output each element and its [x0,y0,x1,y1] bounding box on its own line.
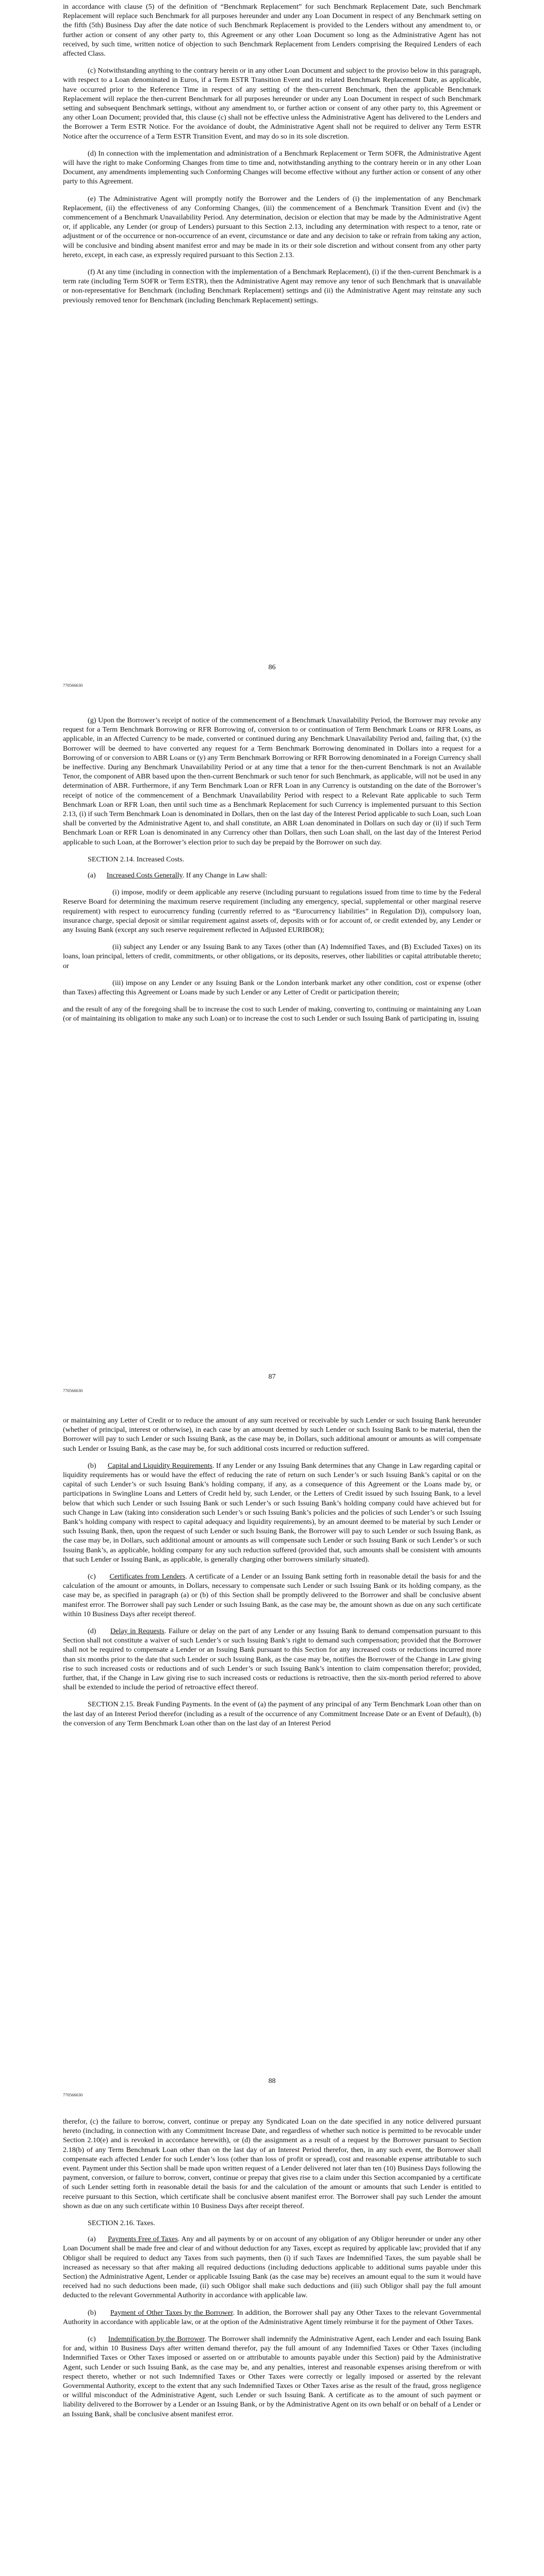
paragraph-b [63,1461,481,1564]
section-title: SECTION 2.15. Break Funding Payments. [88,1700,212,1709]
paragraph-continued: therefor, (c) the failure to borrow, convert, continue or prepay any Syndicated Loan on the date specified in any notice delivered pursuant hereto (including, in connection with any Commitment Increase Date, and regardless of whether such notice is permitted to be revocable under Section 2.10(e) and is revoked in accordance herewith), or (d) the assignment as a result of a request by the Borrower pursuant to Section 2.18(b) of any Term Benchmark Loan other than on the last day of an Interest Period therefor, then, in any such event, the Borrower shall compensate each affected Lender for such Lender’s loss (other than loss of profit or spread), cost and reasonable expense attributable to such event. Payment under this Section shall be made upon written request of a Lender delivered not later than ten (10) Business Days following the payment, conversion, or failure to borrow, convert, continue or prepay that gives rise to a claim under this Section accompanied by a certificate of such Lender setting forth in reasonable detail the basis for and the calculation of the amount or amounts that such Lender is entitled to receive pursuant to this Section, which certificate shall be conclusive absent manifest error. The Borrower shall pay such Lender the amount shown as due on any such certificate within 10 Business Days after receipt thereof. [63,2117,481,2210]
sub-item-iii: (iii) impose on any Lender or any Issuing Bank or the London interbank market any other condition, cost or expense (other than Taxes) affecting this Agreement or Loans made by such Lender or any Letter of Credit or participation therein; [63,978,481,997]
para-heading: Indemnification by the Borrower [108,2335,205,2344]
paragraph-c [63,1572,481,1619]
para-label: (c) [88,1572,96,1581]
paragraph-c [63,2334,481,2419]
document-id: 770566630 [63,1388,83,1393]
sub-item-i: (i) impose, modify or deem applicable any reserve (including pursuant to regulations issued from time to time by the Federal Reserve Board for determining the maximum reserve requirement (including any emergency, special, supplemental or other marginal reserve requirement) with respect to eurocurrency funding (currently referred to as “Eurocurrency liabilities” in Regulation D)), compulsory loan, insurance charge, special deposit or similar requirement against assets of, deposits with or for account of, or credit extended by, any Lender or any Issuing Bank (except any such reserve requirement reflected in Adjusted EURIBOR); [63,888,481,935]
page-number: 87 [268,1372,276,1381]
para-text: . Any and all payments by or on account of any obligation of any Obligor hereunder or under any other Loan Document shall be made free and clear of and without deduction for any Taxes, except as required by applicable law; provided that if any Obligor shall be required to deduct any Taxes from such payments, then (i) if such Taxes are Indemnified Taxes, the sum payable shall be increased as necessary so that after making all required deductions (including deductions applicable to additional sums payable under this Section) the Administrative Agent, Lender or applicable Issuing Bank (as the case may be) receives an amount equal to the sum it would have received had no such deductions been made, (ii) such Obligor shall make such deductions and (iii) such Obligor shall pay the full amount deducted to the relevant Governmental Authority in accordance with applicable law. [63,2235,482,2300]
paragraph-a [63,2234,481,2300]
para-text: . If any Lender or any Issuing Bank determines that any Change in Law regarding capital or liquidity requirements has or would have the effect of reducing the rate of return on such Lender’s or such Issuing Bank’s capital or on the capital of such Lender’s or such Issuing Bank’s holding company, if any, as a consequence of this Agreement or the Loans made by, or participations in Swingline Loans and Letters of Credit held by, such Lender, or the Letters of Credit issued by such Issuing Bank, to a level below that which such Lender or such Issuing Bank or such Lender’s or such Issuing Bank’s holding company could have achieved but for such Change in Law (taking into consideration such Lender’s or such Issuing Bank’s policies and the policies of such Lender’s or such Issuing Bank’s holding company with respect to capital adequacy and liquidity requirements), by an amount deemed to be material by such Lender or such Issuing Bank, then, upon the request of such Lender or such Issuing Bank, the Borrower will pay to such Lender or such Issuing Bank, as the case may be, in Dollars, such additional amount or amounts as will compensate such Lender or such Issuing Bank or such Lender’s or such Issuing Bank’s, as applicable, holding company for any such reduction suffered (provided that, such amounts shall be consistent with amounts that such Lender or Issuing Bank, as applicable, is generally charging other borrowers similarly situated). [63,1461,481,1564]
document-id: 770566630 [63,2092,83,2097]
paragraph-g: (g) Upon the Borrower’s receipt of notice of the commencement of a Benchmark Unavailability Period, the Borrower may revoke any request for a Term Benchmark Borrowing or RFR Borrowing of, conversion to or continuation of Term Benchmark Loans or RFR Loans, as applicable, in an Affected Currency to be made, converted or continued during any Benchmark Unavailability Period and, failing that, (x) the Borrower will be deemed to have converted any request for a Term Benchmark Borrowing denominated in Dollars into a request for a Borrowing of or conversion to ABR Loans or (y) any Term Benchmark Borrowing or RFR Borrowing denominated in a Foreign Currency shall be ineffective. During any Benchmark Unavailability Period or at any time that a tenor for the then-current Benchmark is not an Available Tenor, the component of ABR based upon the then-current Benchmark or such tenor for such Benchmark, as applicable, will not be used in any determination of ABR. Furthermore, if any Term Benchmark Loan or RFR Loan in any Currency is outstanding on the date of the Borrower’s receipt of notice of the commencement of a Benchmark Unavailability Period with respect to a Relevant Rate applicable to such Term Benchmark Loan or RFR Loan, then until such time as a Benchmark Replacement for such Currency is implemented pursuant to this Section 2.13, (i) if such Term Benchmark Loan is denominated in Dollars, then on the last day of the Interest Period applicable to such Loan, such Loan shall be converted by the Administrative Agent to, and shall constitute, an ABR Loan denominated in Dollars on such day or (ii) if such Term Benchmark Loan or RFR Loan is denominated in any Currency other than Dollars, then such Loan shall, on the last day of the Interest Period applicable to such Loan, at the Borrower’s election prior to such day be prepaid by the Borrower on such day. [63,716,481,846]
paragraph-f: (f) At any time (including in connection with the implementation of a Benchmark Replacement), (i) if the then-current Benchmark is a term rate (including Term SOFR or Term ESTR), then the Administrative Agent may remove any tenor of such Benchmark that is unavailable or non-representative for Benchmark (including Benchmark Replacement) settings and (ii) the Administrative Agent may reinstate any such previously removed tenor for Benchmark (including Benchmark Replacement) settings. [63,268,481,304]
page-87 [0,703,544,1406]
page-89 [0,2110,544,2576]
paragraph-d [63,1626,481,1692]
para-label: (c) [88,2335,96,2344]
para-text: . The Borrower shall indemnify the Administrative Agent, each Lender and each Issuing Bank for and, within 10 Business Days after written demand therefor, pay the full amount of any Indemnified Taxes or Other Taxes (including Indemnified Taxes or Other Taxes imposed or asserted on or attributable to amounts payable under this Section) paid by the Administrative Agent, such Lender or such Issuing Bank, as the case may be, and any penalties, interest and reasonable expenses arising therefrom or with respect thereto, whether or not such Indemnified Taxes or Other Taxes were correctly or legally imposed or asserted by the relevant Governmental Authority, except to the extent that any such Indemnified Taxes or Other Taxes arise as the result of the fraud, gross negligence or willful misconduct of the Administrative Agent, such Lender or such Issuing Bank. A certificate as to the amount of such payment or liability delivered to the Borrower by a Lender or an Issuing Bank, or by the Administrative Agent on its own behalf or on behalf of a Lender or an Issuing Bank, shall be conclusive absent manifest error. [63,2335,481,2418]
para-text: . If any Change in Law shall: [182,871,267,880]
paragraph-b [63,2308,481,2327]
para-heading: Payments Free of Taxes [108,2235,178,2244]
page-number: 86 [268,663,276,671]
para-label: (d) [88,1627,96,1636]
para-heading: Payment of Other Taxes by the Borrower [110,2308,233,2317]
section-2-14-title: SECTION 2.14. Increased Costs. [88,855,185,863]
para-label: (a) [88,871,96,880]
para-text: . A certificate of a Lender or an Issuing Bank setting forth in reasonable detail the basis for and the calculation of the amount or amounts, in Dollars, necessary to compensate such Lender or such Issuing Bank or its holding company, as the case may be, as specified in paragraph (a) or (b) of this Section shall be promptly delivered to the Borrower and shall be conclusive absent manifest error. The Borrower shall pay such Lender or such Issuing Bank, as the case may be, the amount shown as due on any such certificate within 10 Business Days after receipt thereof. [63,1572,481,1618]
paragraph-c: (c) Notwithstanding anything to the contrary herein or in any other Loan Document and subject to the proviso below in this paragraph, with respect to a Loan denominated in Euros, if a Term ESTR Transition Event and its related Benchmark Replacement Date, as applicable, have occurred prior to the Reference Time in respect of any setting of the then-current Benchmark, then the applicable Benchmark Replacement will replace the then-current Benchmark for all purposes hereunder or under any Loan Document in respect of such Benchmark setting and subsequent Benchmark settings, without any amendment to, or further action or consent of any other party to, this Agreement or any other Loan Document; provided that, this clause (c) shall not be effective unless the Administrative Agent has delivered to the Lenders and the Borrower a Term ESTR Notice. For the avoidance of doubt, the Administrative Agent shall not be required to deliver any Term ESTR Notice after the occurrence of a Term ESTR Transition Event, and may do so in its sole discretion. [63,66,481,141]
paragraph-e: (e) The Administrative Agent will promptly notify the Borrower and the Lenders of (i) the implementation of any Benchmark Replacement, (ii) the effectiveness of any Conforming Changes, (iii) the commencement of a Benchmark Transition Event and (iv) the commencement of a Benchmark Unavailability Period. Any determination, decision or election that may be made by the Administrative Agent or, if applicable, any Lender (or group of Lenders) pursuant to this Section 2.13, including any determination with respect to a tenor, rate or adjustment or of the occurrence or non-occurrence of an event, circumstance or date and any decision to take or refrain from taking any action, will be conclusive and binding absent manifest error and may be made in its or their sole discretion and without consent from any other party hereto, except, in each case, as expressly required pursuant to this Section 2.13. [63,194,481,259]
page-number: 88 [268,2077,276,2085]
paragraph-d: (d) In connection with the implementation and administration of a Benchmark Replacement or Term SOFR, the Administrative Agent will have the right to make Conforming Changes from time to time and, notwithstanding anything to the contrary herein or in any other Loan Document, any amendments implementing such Conforming Changes will become effective without any further action or consent of any other party to this Agreement. [63,149,481,186]
para-heading: Increased Costs Generally [106,871,183,880]
para-heading: Delay in Requests [110,1627,164,1636]
para-text: . In addition, the Borrower shall pay any Other Taxes to the relevant Governmental Authority in accordance with applicable law, or at the option of the Administrative Agent timely reimburse it for the payment of Other Taxes. [63,2308,482,2326]
para-heading: Capital and Liquidity Requirements [107,1461,212,1470]
section-2-16-title: SECTION 2.16. Taxes. [88,2219,155,2228]
page-86 [0,0,544,703]
section-text: In the event of (a) the payment of any principal of any Term Benchmark Loan other than on the last day of an Interest Period therefor (including as a result of the occurrence of any Commitment Increase Date or an Event of Default), (b) the conversion of any Term Benchmark Loan other than on the last day of an Interest Period [63,1700,481,1727]
section-2-15 [63,1700,481,1728]
paragraph-a [63,871,481,880]
para-label: (b) [88,1461,96,1470]
para-heading: Certificates from Lenders [109,1572,186,1581]
document-id: 770566630 [63,683,83,688]
paragraph-continued: in accordance with clause (5) of the definition of “Benchmark Replacement” for such Benchmark Replacement Date, such Benchmark Replacement will replace such Benchmark for all purposes hereunder and under any Loan Document in respect of any Benchmark setting on the fifth (5th) Business Day after the date notice of such Benchmark Replacement is provided to the Lenders without any amendment to, or further action or consent of any other party to, this Agreement or any other Loan Document so long as the Administrative Agent has not received, by such time, written notice of objection to such Benchmark Replacement from Lenders comprising the Required Lenders of each affected Class. [63,3,481,58]
para-label: (a) [88,2235,96,2244]
para-label: (b) [88,2308,96,2317]
trailing-paragraph: and the result of any of the foregoing shall be to increase the cost to such Lender of making, converting to, continuing or maintaining any Loan (or of maintaining its obligation to make any such Loan) or to increase the cost to such Lender or such Issuing Bank of participating in, issuing [63,1005,481,1023]
para-text: . Failure or delay on the part of any Lender or any Issuing Bank to demand compensation pursuant to this Section shall not constitute a waiver of such Lender’s or such Issuing Bank’s right to demand such compensation; provided that the Borrower shall not be required to compensate a Lender or an Issuing Bank pursuant to this Section for any increased costs or reductions incurred more than six months prior to the date that such Lender or such Issuing Bank, as the case may be, notifies the Borrower of the Change in Law giving rise to such increased costs or reductions and of such Lender’s or such Issuing Bank’s intention to claim compensation therefor; provided, further, that, if the Change in Law giving rise to such increased costs or reductions is retroactive, then the six-month period referred to above shall be extended to include the period of retroactive effect thereof. [63,1627,482,1692]
sub-item-ii: (ii) subject any Lender or any Issuing Bank to any Taxes (other than (A) Indemnified Taxes, and (B) Excluded Taxes) on its loans, loan principal, letters of credit, commitments, or other obligations, or its deposits, reserves, other liabilities or capital attributable thereto; or [63,943,481,970]
page-88 [0,1406,544,2110]
paragraph-continued: or maintaining any Letter of Credit or to reduce the amount of any sum received or receivable by such Lender or such Issuing Bank hereunder (whether of principal, interest or otherwise), in each case by an amount deemed by such Lender or such Issuing Bank to be material, then the Borrower will pay to such Lender or such Issuing Bank, as the case may be, in Dollars, such additional amount or amounts as will compensate such Lender or Issuing Bank, as the case may be, for such additional costs incurred or reduction suffered. [63,1416,481,1453]
